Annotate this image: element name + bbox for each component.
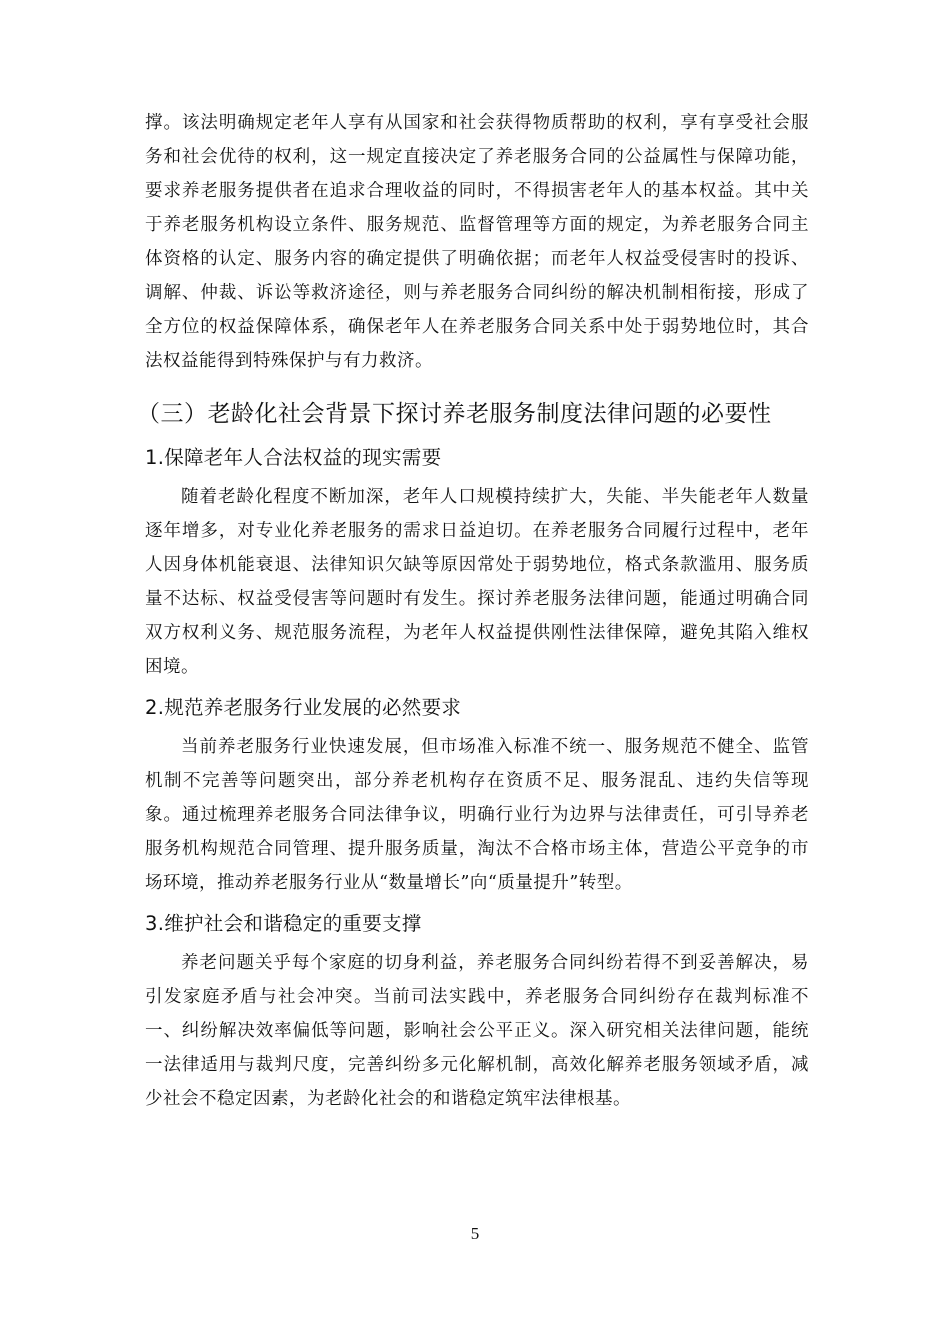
continuation-paragraph: 撑。该法明确规定老年人享有从国家和社会获得物质帮助的权利，享有享受社会服务和社会优待的权利，这一规定直接决定了养老服务合同的公益属性与保障功能，要求养老服务提供者在追求合理收益的同时，不得损害老年人的基本权益。其中关于养老服务机构设立条件、服务规范、监督管理等方面的规定，为养老服务合同主体资格的认定、服务内容的确定提供了明确依据；而老年人权益受侵害时的投诉、调解、仲裁、诉讼等救济途径，则与养老服务合同纠纷的解决机制相衔接，形成了全方位的权益保障体系，确保老年人在养老服务合同关系中处于弱势地位时，其合法权益能得到特殊保护与有力救济。 xyxy=(145,113,809,371)
subsection-heading-3: 3.维护社会和谐稳定的重要支撑 xyxy=(145,912,422,935)
page-number: 5 xyxy=(470,1224,480,1243)
subsection-heading-2: 2.规范养老服务行业发展的必然要求 xyxy=(145,696,462,719)
subsection-heading-1: 1.保障老年人合法权益的现实需要 xyxy=(145,446,442,469)
section-heading: （三）老龄化社会背景下探讨养老服务制度法律问题的必要性 xyxy=(137,401,772,427)
page-content xyxy=(137,106,809,1116)
subsection-body-2: 当前养老服务行业快速发展，但市场准入标准不统一、服务规范不健全、监管机制不完善等问题突出，部分养老机构存在资质不足、服务混乱、违约失信等现象。通过梳理养老服务合同法律争议，明确行业行为边界与法律责任，可引导养老服务机构规范合同管理、提升服务质量，淘汰不合格市场主体，营造公平竞争的市场环境，推动养老服务行业从“数量增长”向“质量提升”转型。 xyxy=(145,737,809,893)
subsection-body-3: 养老问题关乎每个家庭的切身利益，养老服务合同纠纷若得不到妥善解决，易引发家庭矛盾与社会冲突。当前司法实践中，养老服务合同纠纷存在裁判标准不一、纠纷解决效率偏低等问题，影响社会公平正义。深入研究相关法律问题，能统一法律适用与裁判尺度，完善纠纷多元化解机制，高效化解养老服务领域矛盾，减少社会不稳定因素，为老龄化社会的和谐稳定筑牢法律根基。 xyxy=(145,953,809,1109)
subsection-body-1: 随着老龄化程度不断加深，老年人口规模持续扩大，失能、半失能老年人数量逐年增多，对专业化养老服务的需求日益迫切。在养老服务合同履行过程中，老年人因身体机能衰退、法律知识欠缺等原因常处于弱势地位，格式条款滥用、服务质量不达标、权益受侵害等问题时有发生。探讨养老服务法律问题，能通过明确合同双方权利义务、规范服务流程，为老年人权益提供刚性法律保障，避免其陷入维权困境。 xyxy=(145,487,809,677)
